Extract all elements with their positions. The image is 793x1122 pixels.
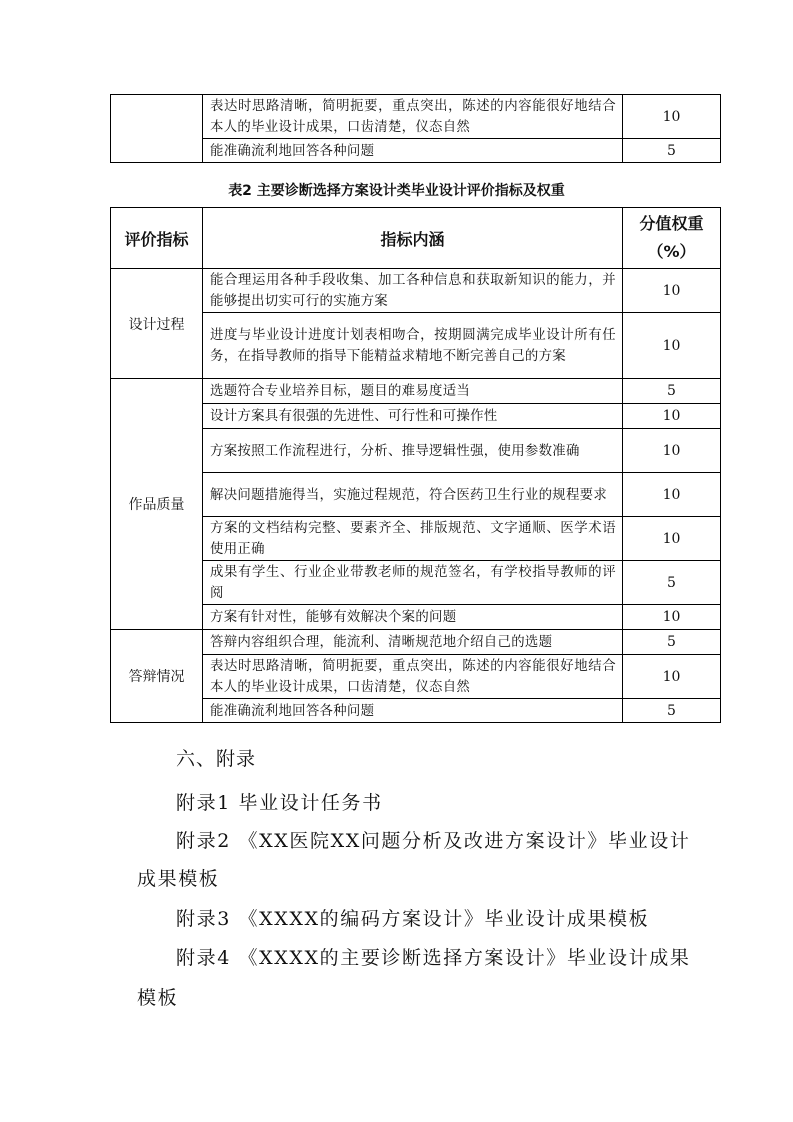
indicator-content: 选题符合专业培养目标，题目的难易度适当 <box>203 379 623 404</box>
score-cell: 5 <box>623 379 721 404</box>
category-cell: 设计过程 <box>111 269 203 379</box>
appendix-item-3: 附录3 《XXXX的编码方案设计》毕业设计成果模板 <box>176 908 650 930</box>
category-cell: 答辩情况 <box>111 630 203 723</box>
score-cell: 10 <box>623 605 721 630</box>
appendix-item-2-cont: 成果模板 <box>137 868 220 890</box>
category-cell: 作品质量 <box>111 379 203 630</box>
score-cell: 10 <box>623 429 721 473</box>
table-row <box>111 269 721 313</box>
score-cell: 10 <box>623 404 721 429</box>
indicator-content: 成果有学生、行业企业带教老师的规范签名，有学校指导教师的评阅 <box>203 561 623 605</box>
score-cell: 5 <box>623 699 721 723</box>
appendix-item-1: 附录1 毕业设计任务书 <box>176 792 383 814</box>
section-title: 六、附录 <box>176 748 257 770</box>
indicator-content: 表达时思路清晰，简明扼要，重点突出，陈述的内容能很好地结合本人的毕业设计成果，口齿清楚，仪态自然 <box>203 655 623 699</box>
table-row <box>111 517 721 561</box>
appendix-item-2: 附录2 《XX医院XX问题分析及改进方案设计》毕业设计 <box>176 830 691 852</box>
indicator-content: 能合理运用各种手段收集、加工各种信息和获取新知识的能力，并能够提出切实可行的实施方案 <box>203 269 623 313</box>
header-score <box>623 208 721 269</box>
score-cell: 5 <box>623 139 721 163</box>
score-cell: 10 <box>623 269 721 313</box>
score-cell: 10 <box>623 313 721 379</box>
table-row <box>111 655 721 699</box>
table-caption: 表2 主要诊断选择方案设计类毕业设计评价指标及权重 <box>228 183 565 199</box>
category-cell <box>111 95 203 163</box>
header-score-line1: 分值权重 <box>639 214 704 233</box>
indicator-content: 方案有针对性，能够有效解决个案的问题 <box>203 605 623 630</box>
indicator-content: 解决问题措施得当，实施过程规范，符合医药卫生行业的规程要求 <box>203 473 623 517</box>
indicator-content: 表达时思路清晰，简明扼要，重点突出，陈述的内容能很好地结合本人的毕业设计成果，口齿清楚，仪态自然 <box>203 95 623 139</box>
table-row <box>111 630 721 655</box>
evaluation-table <box>110 207 721 723</box>
score-cell: 5 <box>623 630 721 655</box>
table-row <box>111 699 721 723</box>
indicator-content: 能准确流利地回答各种问题 <box>203 139 623 163</box>
header-content: 指标内涵 <box>203 208 623 269</box>
score-cell: 5 <box>623 561 721 605</box>
score-cell: 10 <box>623 517 721 561</box>
score-cell: 10 <box>623 655 721 699</box>
header-category: 评价指标 <box>111 208 203 269</box>
header-score-line2: （%） <box>647 242 696 261</box>
table-row <box>111 379 721 404</box>
indicator-content: 答辩内容组织合理，能流利、清晰规范地介绍自己的选题 <box>203 630 623 655</box>
table-row <box>111 429 721 473</box>
score-cell: 10 <box>623 95 721 139</box>
indicator-content: 能准确流利地回答各种问题 <box>203 699 623 723</box>
table-row <box>111 313 721 379</box>
table-row <box>111 95 721 139</box>
table-header-row <box>111 208 721 269</box>
appendix-item-4-cont: 模板 <box>137 987 179 1009</box>
table-continued <box>110 94 721 163</box>
appendix-item-4: 附录4 《XXXX的主要诊断选择方案设计》毕业设计成果 <box>176 947 691 969</box>
score-cell: 10 <box>623 473 721 517</box>
indicator-content: 进度与毕业设计进度计划表相吻合，按期圆满完成毕业设计所有任务，在指导教师的指导下能精益求精地不断完善自己的方案 <box>203 313 623 379</box>
table-row <box>111 561 721 605</box>
indicator-content: 方案的文档结构完整、要素齐全、排版规范、文字通顺、医学术语使用正确 <box>203 517 623 561</box>
indicator-content: 设计方案具有很强的先进性、可行性和可操作性 <box>203 404 623 429</box>
table-row <box>111 605 721 630</box>
table-row <box>111 404 721 429</box>
table-row <box>111 139 721 163</box>
indicator-content: 方案按照工作流程进行，分析、推导逻辑性强，使用参数准确 <box>203 429 623 473</box>
table-row <box>111 473 721 517</box>
